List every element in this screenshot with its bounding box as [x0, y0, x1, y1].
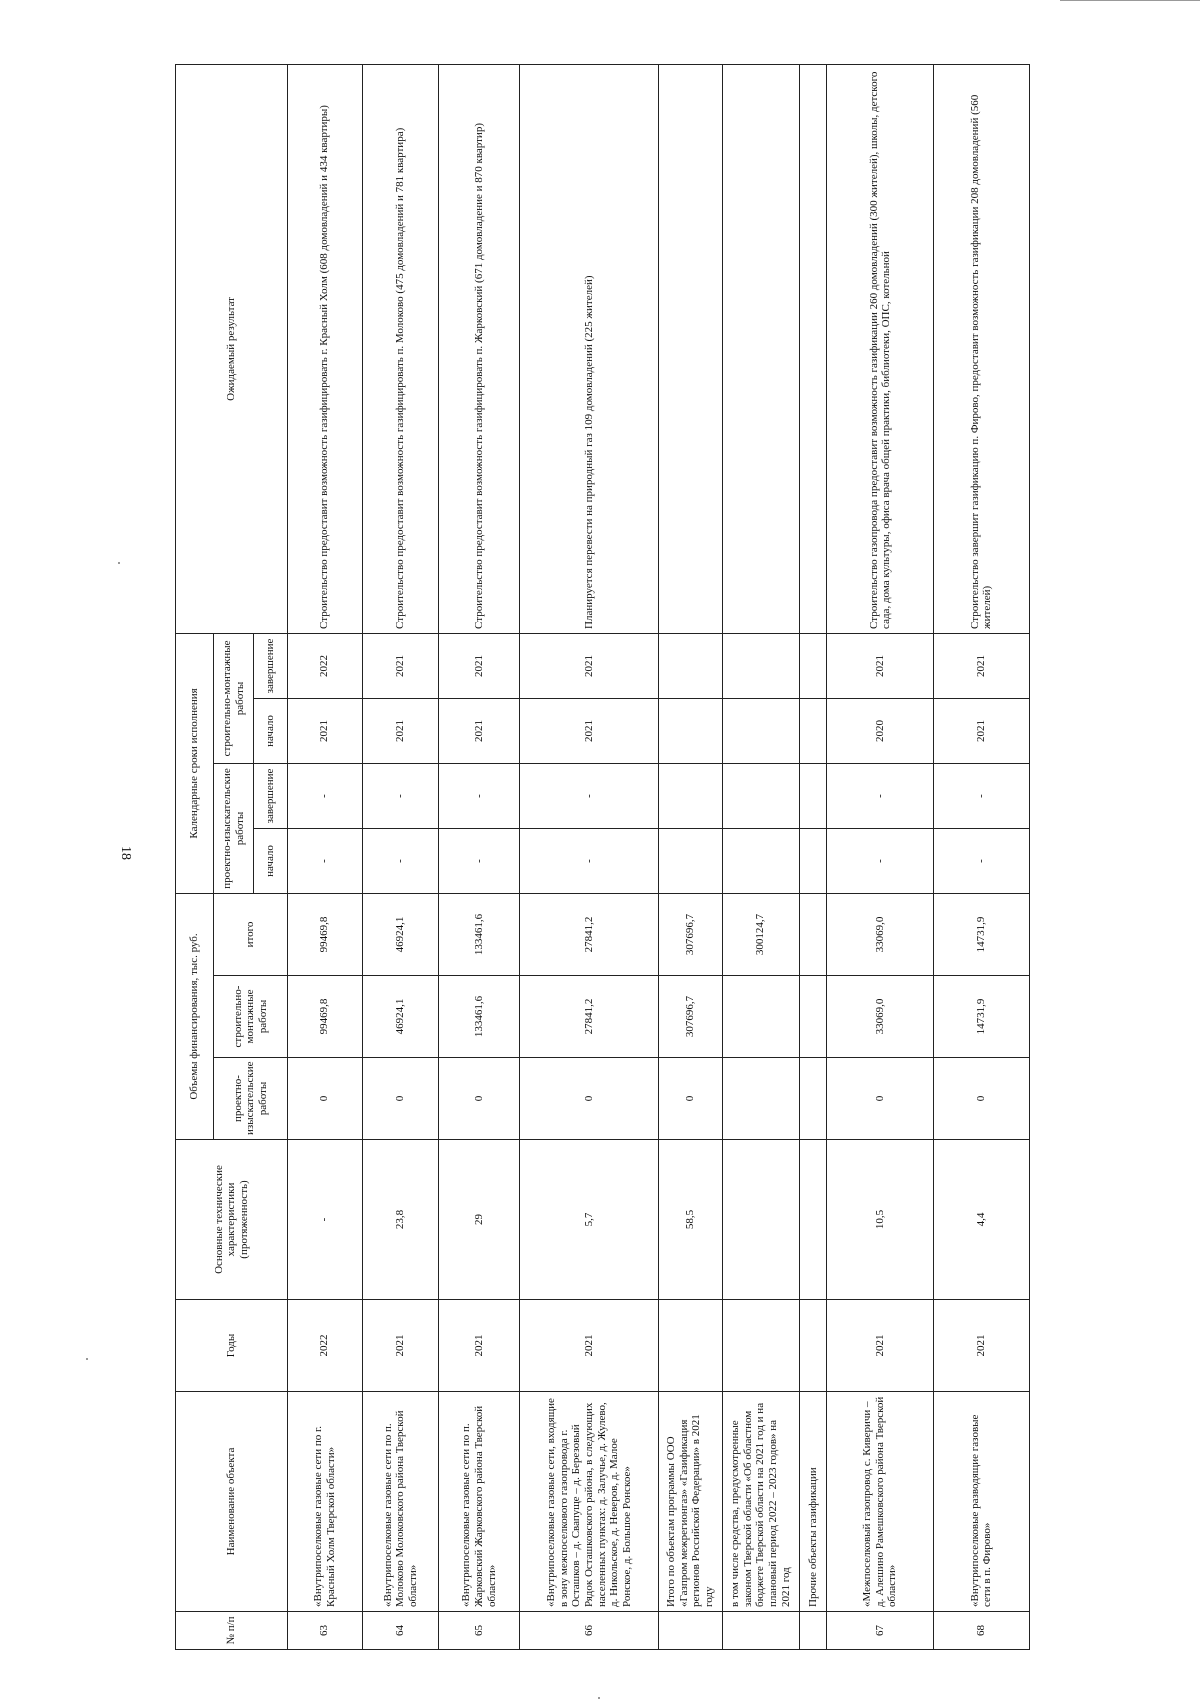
header-design-start: начало [254, 828, 288, 893]
row-build-start: 2021 [362, 698, 439, 763]
row-name: «Внутрипоселковые газовые сети, входящие в зону межпоселкового газопровода г. Осташков – д. Свапуще – д. Березовый Рядок Осташковского района, в следующих населенных пунктах: д. Залучье, д. Жулево, д. Никольское, д. Неверов, д. Малое Ронское, д. Большое Ронское» [520, 1392, 659, 1612]
row-build-end [658, 633, 722, 698]
row-fin-total: 307696,7 [658, 893, 722, 975]
row-fin-design [799, 1058, 827, 1140]
row-build-end: 2022 [288, 633, 363, 698]
row-tech: 58,5 [658, 1140, 722, 1300]
row-fin-design: 0 [362, 1058, 439, 1140]
row-design-end: - [827, 763, 934, 828]
row-result [722, 64, 799, 633]
row-build-end [799, 633, 827, 698]
page-number: 18 [118, 846, 133, 860]
row-name: «Внутрипоселковые газовые сети по п. Молоково Молоковского района Тверской области» [362, 1392, 439, 1612]
row-design-start: - [439, 828, 520, 893]
scan-speck [598, 1697, 600, 1699]
row-fin-design: 0 [520, 1058, 659, 1140]
row-result: Планируется перевести на природный газ 109 домовладений (225 жителей) [520, 64, 659, 633]
row-result: Строительство завершит газификацию п. Фирово, предоставит возможность газификации 208 домовладений (560 жителей) [933, 64, 1029, 633]
row-fin-build: 307696,7 [658, 976, 722, 1058]
row-design-end: - [362, 763, 439, 828]
row-fin-build [722, 976, 799, 1058]
row-fin-total: 14731,9 [933, 893, 1029, 975]
row-tech: - [288, 1140, 363, 1300]
row-num: 63 [288, 1612, 363, 1650]
row-years [722, 1300, 799, 1392]
row-design-end [799, 763, 827, 828]
header-cal-build: строительно-монтажные работы [214, 633, 254, 763]
row-build-end: 2021 [827, 633, 934, 698]
row-design-start [799, 828, 827, 893]
row-result: Строительство предоставит возможность газифицировать п. Молоково (475 домовладений и 781 квартира) [362, 64, 439, 633]
row-fin-total: 99469,8 [288, 893, 363, 975]
table-row [827, 64, 934, 1649]
row-fin-total: 133461,6 [439, 893, 520, 975]
row-fin-total: 33069,0 [827, 893, 934, 975]
row-name: «Внутрипоселковые разводящие газовые сети в п. Фирово» [933, 1392, 1029, 1612]
row-design-end: - [520, 763, 659, 828]
row-years: 2022 [288, 1300, 363, 1392]
row-design-end [658, 763, 722, 828]
header-tech: Основные технические характеристики (протяженность) [176, 1140, 288, 1300]
row-build-start: 2021 [439, 698, 520, 763]
row-build-start: 2020 [827, 698, 934, 763]
row-years: 2021 [439, 1300, 520, 1392]
row-design-end: - [288, 763, 363, 828]
row-num [722, 1612, 799, 1650]
row-years: 2021 [827, 1300, 934, 1392]
row-design-start: - [288, 828, 363, 893]
row-tech: 10,5 [827, 1140, 934, 1300]
table-row-section [799, 64, 827, 1649]
header-name: Наименование объекта [176, 1392, 288, 1612]
row-design-start [722, 828, 799, 893]
header-build-start: начало [254, 698, 288, 763]
row-years: 2021 [520, 1300, 659, 1392]
row-name: Прочие объекты газификации [799, 1392, 827, 1612]
row-design-end [722, 763, 799, 828]
rotated-table-wrapper [175, 65, 1030, 1650]
row-fin-build: 133461,6 [439, 976, 520, 1058]
table-row [520, 64, 659, 1649]
row-name: Итого по объектам программы ООО «Газпром межрегионгаз» «Газификация регионов Российской Федерации» в 2021 году [658, 1392, 722, 1612]
row-build-start [658, 698, 722, 763]
row-fin-build: 99469,8 [288, 976, 363, 1058]
row-name: «Межпоселковый газопровод с. Киверичи – д. Алешино Рамешковского района Тверской области» [827, 1392, 934, 1612]
row-fin-build: 33069,0 [827, 976, 934, 1058]
row-name: «Внутрипоселковые газовые сети по г. Красный Холм Тверской области» [288, 1392, 363, 1612]
row-fin-build: 27841,2 [520, 976, 659, 1058]
row-num: 67 [827, 1612, 934, 1650]
row-build-end: 2021 [933, 633, 1029, 698]
header-calendar: Календарные сроки исполнения [176, 633, 214, 893]
header-result: Ожидаемый результат [176, 64, 288, 633]
scan-edge-line [1060, 0, 1200, 1]
gasification-table [175, 64, 1030, 1650]
row-fin-total [799, 893, 827, 975]
row-num [799, 1612, 827, 1650]
row-design-start: - [933, 828, 1029, 893]
row-num: 64 [362, 1612, 439, 1650]
row-years: 2021 [362, 1300, 439, 1392]
table-row [933, 64, 1029, 1649]
row-build-start [722, 698, 799, 763]
row-design-start: - [520, 828, 659, 893]
row-result [658, 64, 722, 633]
row-tech: 29 [439, 1140, 520, 1300]
row-design-start [658, 828, 722, 893]
header-finance: Объемы финансирования, тыс. руб. [176, 893, 214, 1139]
scan-speck [86, 1358, 88, 1360]
row-design-end: - [933, 763, 1029, 828]
row-design-start: - [362, 828, 439, 893]
row-num: 68 [933, 1612, 1029, 1650]
row-design-end: - [439, 763, 520, 828]
table-row-subtotal [722, 64, 799, 1649]
row-name: в том числе средства, предусмотренные законом Тверской области «Об областном бюджете Тверской области на 2021 год и на плановый период 2022 – 2023 годов» на 2021 год [722, 1392, 799, 1612]
row-tech [799, 1140, 827, 1300]
row-name: «Внутрипоселковые газовые сети по п. Жарковский Жарковского района Тверской области» [439, 1392, 520, 1612]
header-fin-build: строительно-монтажные работы [214, 976, 288, 1058]
row-fin-design: 0 [933, 1058, 1029, 1140]
row-num: 66 [520, 1612, 659, 1650]
row-build-start [799, 698, 827, 763]
table-row [288, 64, 363, 1649]
row-result: Строительство предоставит возможность газифицировать п. Жарковский (671 домовладение и 870 квартир) [439, 64, 520, 633]
row-fin-total: 46924,1 [362, 893, 439, 975]
row-fin-design: 0 [658, 1058, 722, 1140]
row-fin-design [722, 1058, 799, 1140]
row-years [658, 1300, 722, 1392]
row-tech: 5,7 [520, 1140, 659, 1300]
row-result [799, 64, 827, 633]
row-fin-build: 46924,1 [362, 976, 439, 1058]
table-row [439, 64, 520, 1649]
row-num: 65 [439, 1612, 520, 1650]
table-row-total [658, 64, 722, 1649]
row-years: 2021 [933, 1300, 1029, 1392]
header-cal-design: проектно-изыскательские работы [214, 763, 254, 893]
row-fin-build [799, 976, 827, 1058]
header-years: Годы [176, 1300, 288, 1392]
row-result: Строительство газопровода предоставит возможность газификации 260 домовладений (300 жителей), школы, детского сада, дома культуры, офиса врача общей практики, библиотеки, ОПС, котельной [827, 64, 934, 633]
header-fin-design: проектно-изыскательские работы [214, 1058, 288, 1140]
row-years [799, 1300, 827, 1392]
scan-speck [118, 562, 120, 564]
row-fin-design: 0 [439, 1058, 520, 1140]
row-build-end [722, 633, 799, 698]
row-fin-design: 0 [827, 1058, 934, 1140]
row-fin-total: 27841,2 [520, 893, 659, 975]
row-num [658, 1612, 722, 1650]
row-tech: 23,8 [362, 1140, 439, 1300]
row-build-end: 2021 [362, 633, 439, 698]
header-fin-total: итого [214, 893, 288, 975]
row-fin-design: 0 [288, 1058, 363, 1140]
header-num: № п/п [176, 1612, 288, 1650]
table-row [362, 64, 439, 1649]
row-build-start: 2021 [288, 698, 363, 763]
row-result: Строительство предоставит возможность газифицировать г. Красный Холм (608 домовладений и 434 квартиры) [288, 64, 363, 633]
row-design-start: - [827, 828, 934, 893]
row-tech: 4,4 [933, 1140, 1029, 1300]
header-build-end: завершение [254, 633, 288, 698]
row-fin-total: 300124,7 [722, 893, 799, 975]
row-build-start: 2021 [933, 698, 1029, 763]
header-design-end: завершение [254, 763, 288, 828]
row-build-end: 2021 [520, 633, 659, 698]
row-fin-build: 14731,9 [933, 976, 1029, 1058]
row-build-end: 2021 [439, 633, 520, 698]
row-build-start: 2021 [520, 698, 659, 763]
row-tech [722, 1140, 799, 1300]
